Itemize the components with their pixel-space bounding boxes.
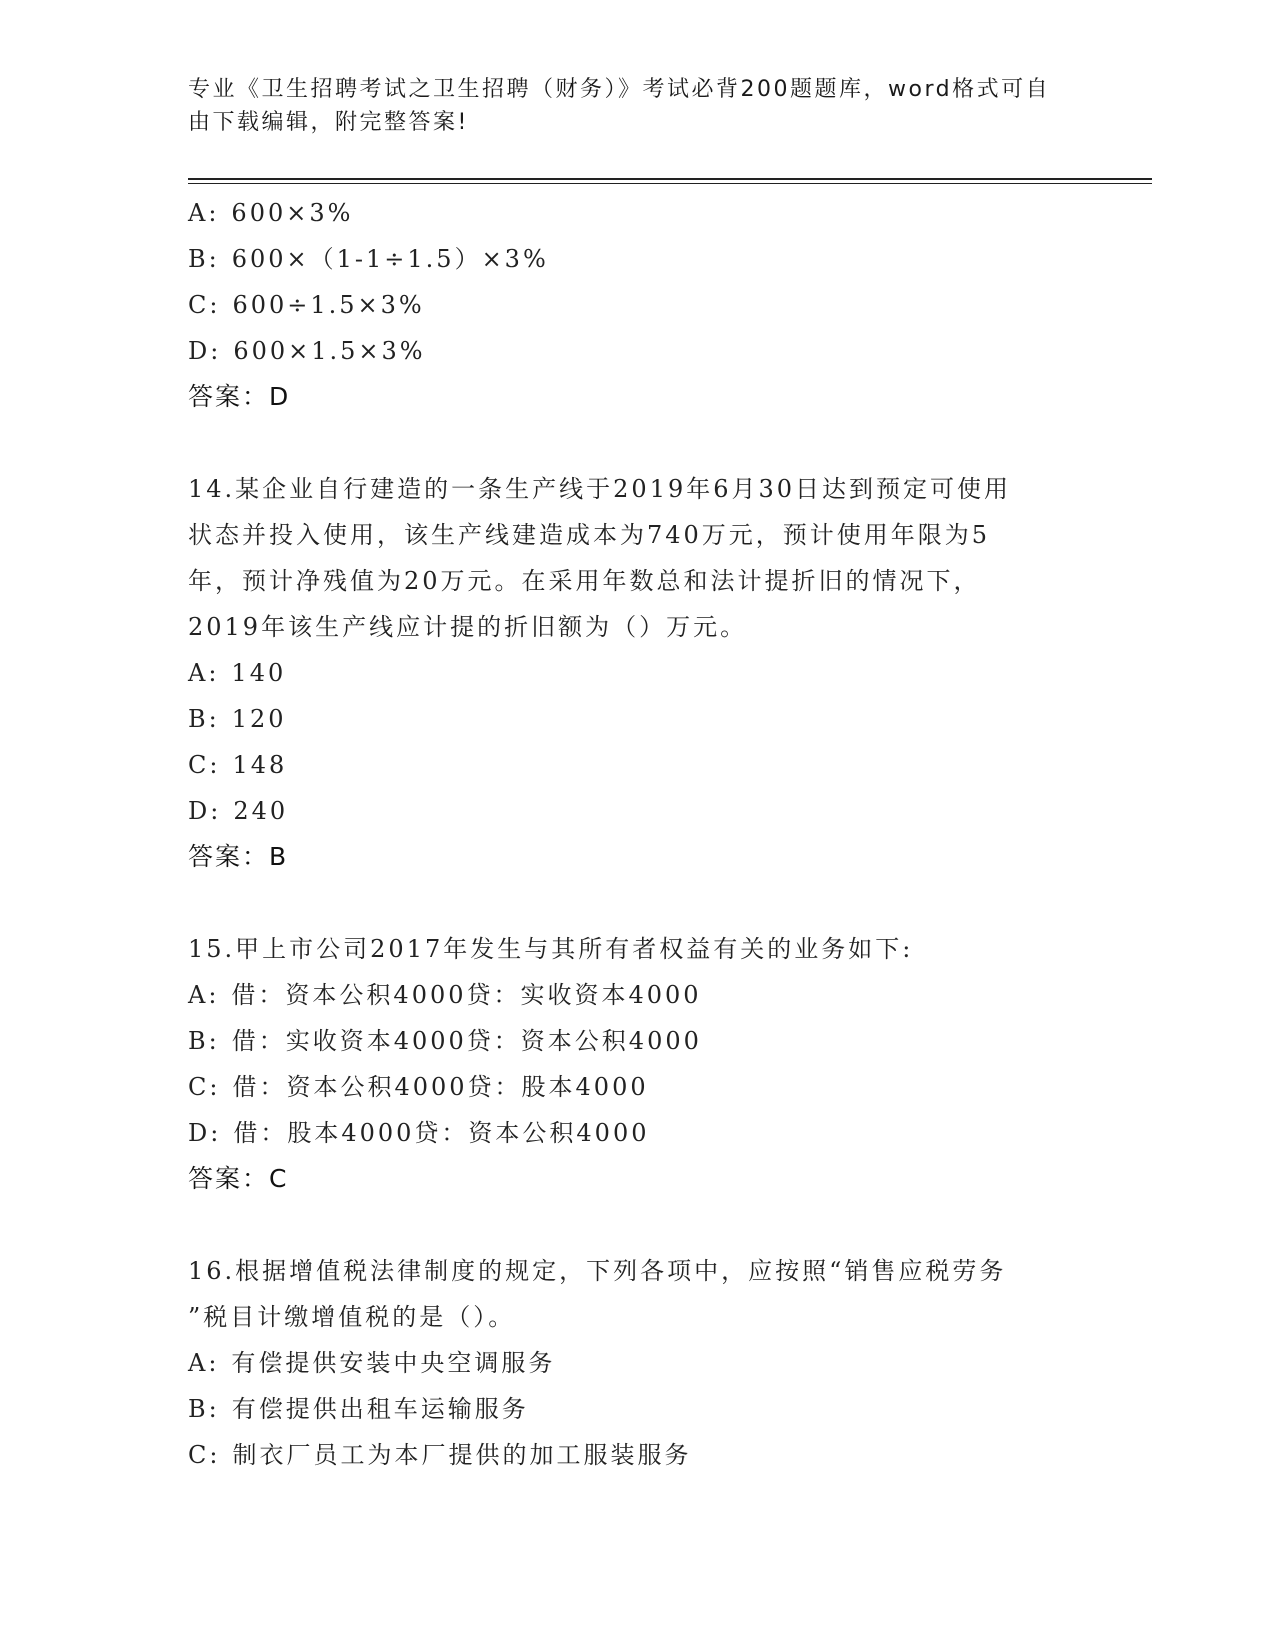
question-block-15 [188, 926, 1088, 1202]
question-text-line: 14.某企业自行建造的一条生产线于2019年6月30日达到预定可使用 [188, 475, 1012, 503]
question-text-line: 15.甲上市公司2017年发生与其所有者权益有关的业务如下: [188, 935, 914, 963]
document-header [188, 73, 1088, 139]
question-text-line: 2019年该生产线应计提的折旧额为（）万元。 [188, 613, 748, 641]
question-block-16 [188, 1248, 1088, 1478]
option-d: D: 240 [188, 797, 289, 825]
option-a: A: 600×3% [188, 199, 354, 227]
question-block-13 [188, 190, 1088, 420]
option-a: A: 140 [188, 659, 287, 687]
option-c: C: 600÷1.5×3% [188, 291, 425, 319]
option-b: B: 120 [188, 705, 287, 733]
header-divider-thin [188, 183, 1152, 184]
header-line-1: 专业《卫生招聘考试之卫生招聘（财务）》考试必背200题题库，word格式可自 [188, 77, 1051, 102]
option-b: B: 600×（1-1÷1.5）×3% [188, 245, 549, 273]
answer-line: 答案：B [188, 842, 289, 871]
answer-line: 答案：D [188, 382, 291, 411]
option-d: D: 600×1.5×3% [188, 337, 426, 365]
option-d: D: 借：股本4000贷：资本公积4000 [188, 1119, 650, 1147]
question-text-line: ”税目计缴增值税的是（）。 [188, 1303, 516, 1331]
question-text-line: 16.根据增值税法律制度的规定，下列各项中，应按照“销售应税劳务 [188, 1257, 1007, 1285]
option-c: C: 制衣厂员工为本厂提供的加工服装服务 [188, 1441, 692, 1469]
question-text-line: 年，预计净残值为20万元。在采用年数总和法计提折旧的情况下， [188, 567, 981, 595]
option-b: B: 有偿提供出租车运输服务 [188, 1395, 529, 1423]
header-line-2: 由下载编辑，附完整答案! [188, 110, 469, 135]
question-text-line: 状态并投入使用，该生产线建造成本为740万元，预计使用年限为5 [188, 521, 991, 549]
question-block-14 [188, 466, 1088, 880]
answer-line: 答案：C [188, 1164, 289, 1193]
option-c: C: 借：资本公积4000贷：股本4000 [188, 1073, 649, 1101]
question-content [188, 190, 1088, 1478]
option-a: A: 有偿提供安装中央空调服务 [188, 1349, 556, 1377]
option-b: B: 借：实收资本4000贷：资本公积4000 [188, 1027, 702, 1055]
option-c: C: 148 [188, 751, 288, 779]
header-divider [188, 178, 1152, 180]
option-a: A: 借：资本公积4000贷：实收资本4000 [188, 981, 702, 1009]
